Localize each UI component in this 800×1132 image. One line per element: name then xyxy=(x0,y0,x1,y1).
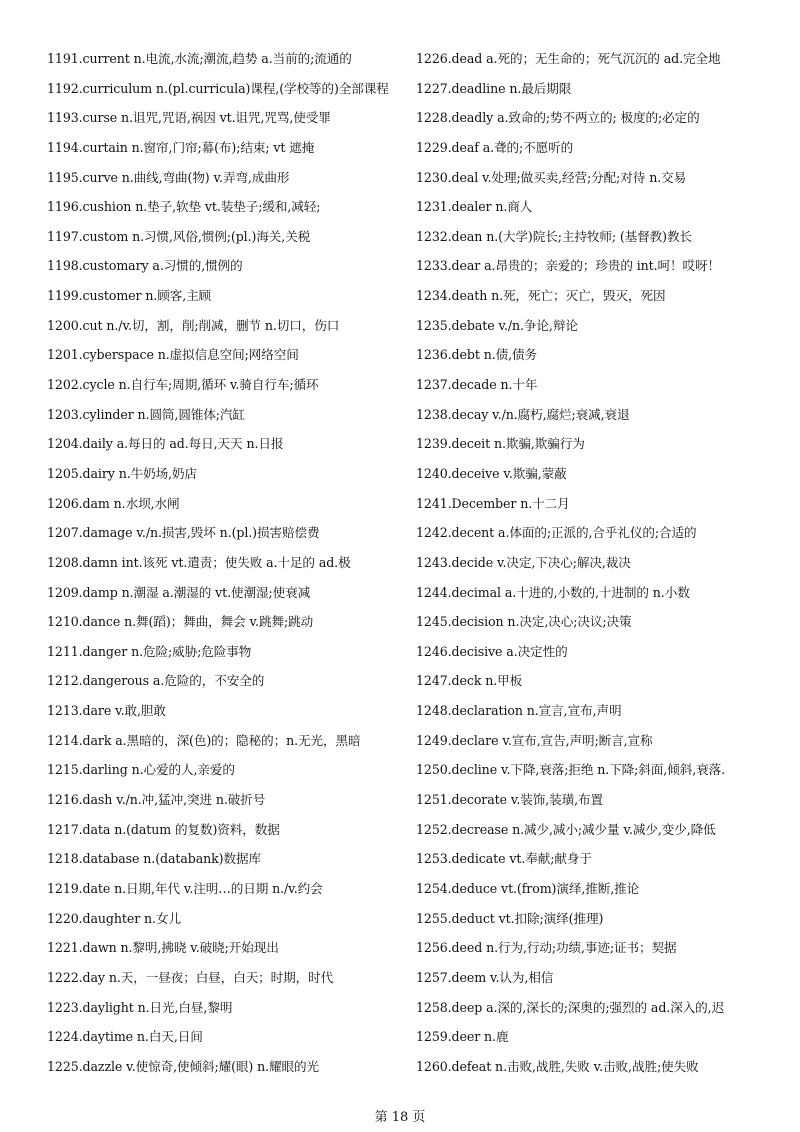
vocab-entry: 1216.dash v./n.冲,猛冲,突进 n.破折号 xyxy=(47,792,266,808)
vocab-entry: 1224.daytime n.白天,日间 xyxy=(47,1029,203,1045)
vocab-entry: 1218.database n.(databank)数据库 xyxy=(47,851,261,867)
vocab-entry: 1202.cycle n.自行车;周期,循环 v.骑自行车;循环 xyxy=(47,377,319,393)
vocab-entry: 1235.debate v./n.争论,辩论 xyxy=(416,317,578,333)
vocab-entry: 1237.decade n.十年 xyxy=(416,377,538,393)
vocab-entry: 1225.dazzle v.使惊奇,使倾斜;耀(眼) n.耀眼的光 xyxy=(47,1058,320,1074)
vocab-entry: 1254.deduce vt.(from)演绎,推断,推论 xyxy=(416,880,640,896)
vocab-entry: 1252.decrease n.减少,减小;减少量 v.减少,变少,降低 xyxy=(416,821,716,837)
page-number: 第 18 页 xyxy=(374,1110,426,1125)
vocab-entry: 1219.date n.日期,年代 v.注明…的日期 n./v.约会 xyxy=(47,880,323,896)
vocab-entry: 1194.curtain n.窗帘,门帘;幕(布);结束; vt 遮掩 xyxy=(47,139,315,155)
vocab-entry: 1222.day n.天，一昼夜；白昼，白天；时期，时代 xyxy=(47,969,334,985)
vocab-entry: 1226.dead a.死的；无生命的；死气沉沉的 ad.完全地 xyxy=(416,51,721,66)
vocab-entry: 1239.deceit n.欺骗,欺骗行为 xyxy=(416,436,585,452)
vocab-entry: 1240.deceive v.欺骗,蒙蔽 xyxy=(416,465,567,481)
vocab-entry: 1260.defeat n.击败,战胜,失败 v.击败,战胜;使失败 xyxy=(416,1058,699,1074)
vocab-entry: 1249.declare v.宣布,宣告,声明;断言,宣称 xyxy=(416,732,653,748)
vocab-entry: 1233.dear a.昂贵的；亲爱的；珍贵的 int.呵！哎呀！ xyxy=(416,258,721,274)
vocab-entry: 1214.dark a.黑暗的，深(色)的；隐秘的；n.无光，黑暗 xyxy=(47,732,361,748)
vocab-entry: 1258.deep a.深的,深长的;深奥的;强烈的 ad.深入的,迟 xyxy=(416,999,725,1015)
vocab-entry: 1245.decision n.决定,决心;决议;决策 xyxy=(416,614,632,630)
vocab-entry: 1229.deaf a.聋的;不愿听的 xyxy=(416,139,574,155)
vocabulary-column-left xyxy=(47,44,407,1081)
vocab-entry: 1259.deer n.鹿 xyxy=(416,1029,509,1045)
vocab-entry: 1234.death n.死，死亡；灭亡，毁灭，死因 xyxy=(416,288,666,304)
vocab-entry: 1220.daughter n.女儿 xyxy=(47,910,181,926)
vocab-entry: 1210.dance n.舞(蹈)；舞曲，舞会 v.跳舞;跳动 xyxy=(47,614,314,630)
vocab-entry: 1250.decline v.下降,衰落;拒绝 n.下降;斜面,倾斜,衰落. xyxy=(416,762,725,778)
vocab-entry: 1228.deadly a.致命的;势不两立的; 极度的;必定的 xyxy=(416,110,700,126)
vocab-entry: 1197.custom n.习惯,风俗,惯例;(pl.)海关,关税 xyxy=(47,228,311,244)
vocab-entry: 1242.decent a.体面的;正派的,合乎礼仪的;合适的 xyxy=(416,525,697,541)
vocab-entry: 1191.current n.电流,水流;潮流,趋势 a.当前的;流通的 xyxy=(47,51,352,66)
vocab-entry: 1212.dangerous a.危险的，不安全的 xyxy=(47,673,265,689)
vocab-entry: 1232.dean n.(大学)院长;主持牧师; (基督教)教长 xyxy=(416,228,692,244)
vocab-entry: 1207.damage v./n.损害,毁坏 n.(pl.)损害赔偿费 xyxy=(47,525,320,541)
vocab-entry: 1241.December n.十二月 xyxy=(416,495,570,511)
vocab-entry: 1209.damp n.潮湿 a.潮湿的 vt.使潮湿;使衰减 xyxy=(47,584,311,600)
vocab-entry: 1204.daily a.每日的 ad.每日,天天 n.日报 xyxy=(47,436,284,452)
vocab-entry: 1248.declaration n.宣言,宣布,声明 xyxy=(416,703,622,719)
vocab-entry: 1215.darling n.心爱的人,亲爱的 xyxy=(47,762,235,778)
vocab-entry: 1201.cyberspace n.虚拟信息空间;网络空间 xyxy=(47,347,299,363)
vocab-entry: 1231.dealer n.商人 xyxy=(416,199,533,215)
vocab-entry: 1192.curriculum n.(pl.curricula)课程,(学校等的)全部课程 xyxy=(47,80,389,96)
vocab-entry: 1217.data n.(datum 的复数)资料，数据 xyxy=(47,821,280,837)
vocab-entry: 1257.deem v.认为,相信 xyxy=(416,969,554,985)
vocab-entry: 1199.customer n.顾客,主顾 xyxy=(47,288,212,304)
vocab-entry: 1203.cylinder n.圆筒,圆锥体;汽缸 xyxy=(47,406,245,422)
vocab-entry: 1206.dam n.水坝,水闸 xyxy=(47,495,180,511)
vocab-entry: 1227.deadline n.最后期限 xyxy=(416,80,572,96)
vocab-entry: 1205.dairy n.牛奶场,奶店 xyxy=(47,465,197,481)
vocab-entry: 1208.damn int.该死 vt.遣责；使失败 a.十足的 ad.极 xyxy=(47,554,351,570)
vocab-entry: 1243.decide v.决定,下决心;解决,裁决 xyxy=(416,554,631,570)
vocab-entry: 1253.dedicate vt.奉献;献身于 xyxy=(416,851,592,867)
vocab-entry: 1251.decorate v.装饰,装璜,布置 xyxy=(416,792,604,808)
vocab-entry: 1246.decisive a.决定性的 xyxy=(416,643,568,659)
vocab-entry: 1198.customary a.习惯的,惯例的 xyxy=(47,258,243,274)
vocab-entry: 1247.deck n.甲板 xyxy=(416,673,523,689)
vocab-entry: 1196.cushion n.垫子,软垫 vt.装垫子;缓和,减轻; xyxy=(47,199,321,215)
vocab-entry: 1238.decay v./n.腐朽,腐烂;衰减,衰退 xyxy=(416,406,630,422)
vocab-entry: 1193.curse n.诅咒,咒语,祸因 vt.诅咒,咒骂,使受罪 xyxy=(47,110,331,126)
vocab-entry: 1200.cut n./v.切，割，削;削减，删节 n.切口，伤口 xyxy=(47,317,340,333)
vocab-entry: 1211.danger n.危险;威胁;危险事物 xyxy=(47,643,252,659)
vocab-entry: 1230.deal v.处理;做买卖,经营;分配;对待 n.交易 xyxy=(416,169,687,185)
vocab-entry: 1236.debt n.债,债务 xyxy=(416,347,537,363)
vocab-entry: 1244.decimal a.十进的,小数的,十进制的 n.小数 xyxy=(416,584,690,600)
vocab-entry: 1223.daylight n.日光,白昼,黎明 xyxy=(47,999,233,1015)
vocab-entry: 1221.dawn n.黎明,拂晓 v.破晓;开始现出 xyxy=(47,940,279,956)
vocabulary-column-right xyxy=(416,44,796,1081)
vocab-entry: 1255.deduct vt.扣除;演绎(推理) xyxy=(416,910,604,926)
vocab-entry: 1195.curve n.曲线,弯曲(物) v.弄弯,成曲形 xyxy=(47,169,290,185)
vocab-entry: 1213.dare v.敢,胆敢 xyxy=(47,703,166,719)
vocab-entry: 1256.deed n.行为,行动;功绩,事迹;证书；契据 xyxy=(416,940,677,956)
